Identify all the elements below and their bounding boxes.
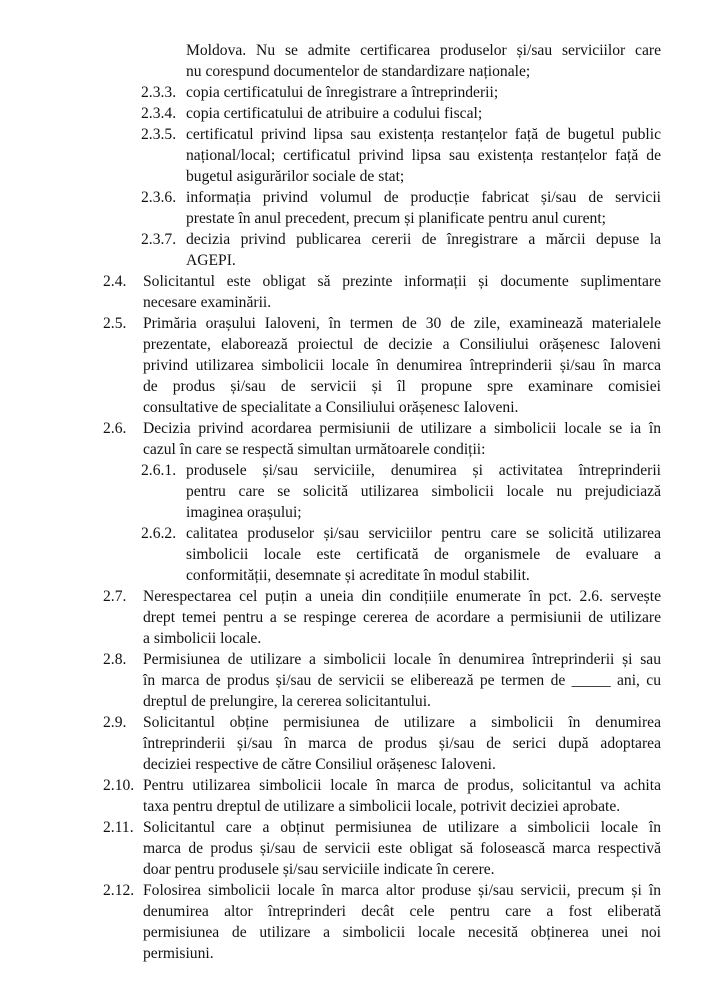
item-text (186, 460, 661, 523)
text-line: consultative de specialitate a Consiliului orășenesc Ialoveni. (143, 399, 519, 416)
text-line: AGEPI. (186, 252, 236, 269)
item-text (143, 880, 661, 964)
text-line: certificatul privind lipsa sau existența restanțelor față de bugetul public (186, 126, 661, 143)
item-text (143, 586, 661, 649)
text-line: Solicitantul care a obținut permisiunea de utilizare a simbolicii locale în (143, 819, 661, 836)
text-line: întreprinderii și/sau în marca de produs și/sau de serici după adoptarea (143, 735, 661, 752)
text-line: în marca de produs și/sau de servicii se eliberează pe termen de _____ ani, cu (143, 672, 661, 689)
item-number: 2.6.2. (141, 525, 177, 542)
item-number: 2.5. (103, 315, 127, 332)
text-line: prezentate, elaborează proiectul de decizie a Consiliului orășenesc Ialoveni (143, 336, 661, 353)
item-text (186, 187, 661, 229)
item-text (186, 103, 661, 124)
text-line: doar pentru produsele și/sau serviciile indicate în cerere. (143, 861, 495, 878)
text-line: necesare examinării. (143, 294, 272, 311)
text-line: conformității, desemnate și acreditate în modul stabilit. (186, 567, 530, 584)
text-line: Decizia privind acordarea permisiunii de utilizare a simbolicii locale se ia în (143, 420, 661, 437)
text-line: Nerespectarea cel puțin a uneia din condițiile enumerate în pct. 2.6. servește (143, 588, 661, 605)
item-number: 2.11. (103, 819, 134, 836)
text-line: produsele și/sau serviciile, denumirea și activitatea întreprinderii (186, 462, 661, 479)
text-line: a simbolicii locale. (143, 630, 262, 647)
item-text (143, 649, 661, 712)
item-number: 2.9. (103, 714, 127, 731)
item-text (186, 229, 661, 271)
text-line: prestate în anul precedent, precum și planificate pentru anul curent; (186, 210, 606, 227)
text-line: denumirea altor întreprinderi decât cele pentru care a fost eliberată (143, 903, 661, 920)
text-line: de produs și/sau de servicii și îl propune spre examinare comisiei (143, 378, 661, 395)
text-line: informația privind volumul de producție fabricat și/sau de servicii (186, 189, 661, 206)
text-line: copia certificatului de înregistrare a întreprinderii; (186, 84, 499, 101)
text-line: permisiunea de utilizare a simbolicii locale necesită obținerea unei noi (143, 924, 661, 941)
item-text (186, 523, 661, 586)
item-number: 2.3.6. (141, 189, 177, 206)
text-line: calitatea produselor și/sau serviciilor pentru care se solicită utilizarea (186, 525, 661, 542)
item-text (143, 271, 661, 313)
item-number: 2.12. (103, 882, 135, 899)
text-line: Pentru utilizarea simbolicii locale în marca de produs, solicitantul va achita (143, 777, 661, 794)
text-line: copia certificatului de atribuire a codului fiscal; (186, 105, 483, 122)
item-text (143, 817, 661, 880)
text-line: marca de produs și/sau de servicii este obligat să folosească marca respectivă (143, 840, 661, 857)
item-text (143, 775, 661, 817)
text-line: privind utilizarea simbolicii locale în denumirea întreprinderii și/sau în marca (143, 357, 661, 374)
text-line: Primăria orașului Ialoveni, în termen de 30 de zile, examinează materialele (143, 315, 661, 332)
item-text (143, 313, 661, 418)
item-text (186, 40, 661, 82)
item-number: 2.8. (103, 651, 127, 668)
item-number: 2.3.7. (141, 231, 177, 248)
item-number: 2.7. (103, 588, 127, 605)
item-text (186, 82, 661, 103)
item-number: 2.4. (103, 273, 127, 290)
text-line: Folosirea simbolicii locale în marca altor produse și/sau servicii, precum și în (143, 882, 661, 899)
text-line: cazul în care se respectă simultan următoarele condiții: (143, 441, 486, 458)
text-line: bugetul asigurărilor sociale de stat; (186, 168, 405, 185)
text-line: permisiuni. (143, 945, 214, 962)
item-number: 2.6. (103, 420, 127, 437)
item-text (186, 124, 661, 187)
item-text (143, 418, 661, 460)
item-number: 2.3.5. (141, 126, 177, 143)
text-line: imaginea orașului; (186, 504, 302, 521)
text-line: pentru care se solicită utilizarea simbolicii locale nu prejudiciază (186, 483, 661, 500)
text-line: deciziei respective de către Consiliul orășenesc Ialoveni. (143, 756, 496, 773)
item-number: 2.6.1. (141, 462, 177, 479)
item-number: 2.10. (103, 777, 135, 794)
item-text (143, 712, 661, 775)
text-line: nu corespund documentelor de standardizare naționale; (186, 63, 531, 80)
text-line: Permisiunea de utilizare a simbolicii locale în denumirea întreprinderii și sau (143, 651, 661, 668)
text-line: simbolicii locale este certificată de organismele de evaluare a (186, 546, 661, 563)
text-line: drept temei pentru a se respinge cererea de acordare a permisiunii de utilizare (143, 609, 661, 626)
item-number: 2.3.4. (141, 105, 177, 122)
text-line: taxa pentru dreptul de utilizare a simbolicii locale, potrivit deciziei aprobate. (143, 798, 621, 815)
text-line: național/local; certificatul privind lipsa sau existența restanțelor față de (186, 147, 661, 164)
text-line: dreptul de prelungire, la cererea solicitantului. (143, 693, 431, 710)
text-line: Moldova. Nu se admite certificarea produselor și/sau serviciilor care (186, 42, 661, 59)
text-line: Solicitantul este obligat să prezinte informații și documente suplimentare (143, 273, 661, 290)
text-line: Solicitantul obține permisiunea de utilizare a simbolicii în denumirea (143, 714, 661, 731)
item-number: 2.3.3. (141, 84, 177, 101)
text-line: decizia privind publicarea cererii de înregistrare a mărcii depuse la (186, 231, 661, 248)
